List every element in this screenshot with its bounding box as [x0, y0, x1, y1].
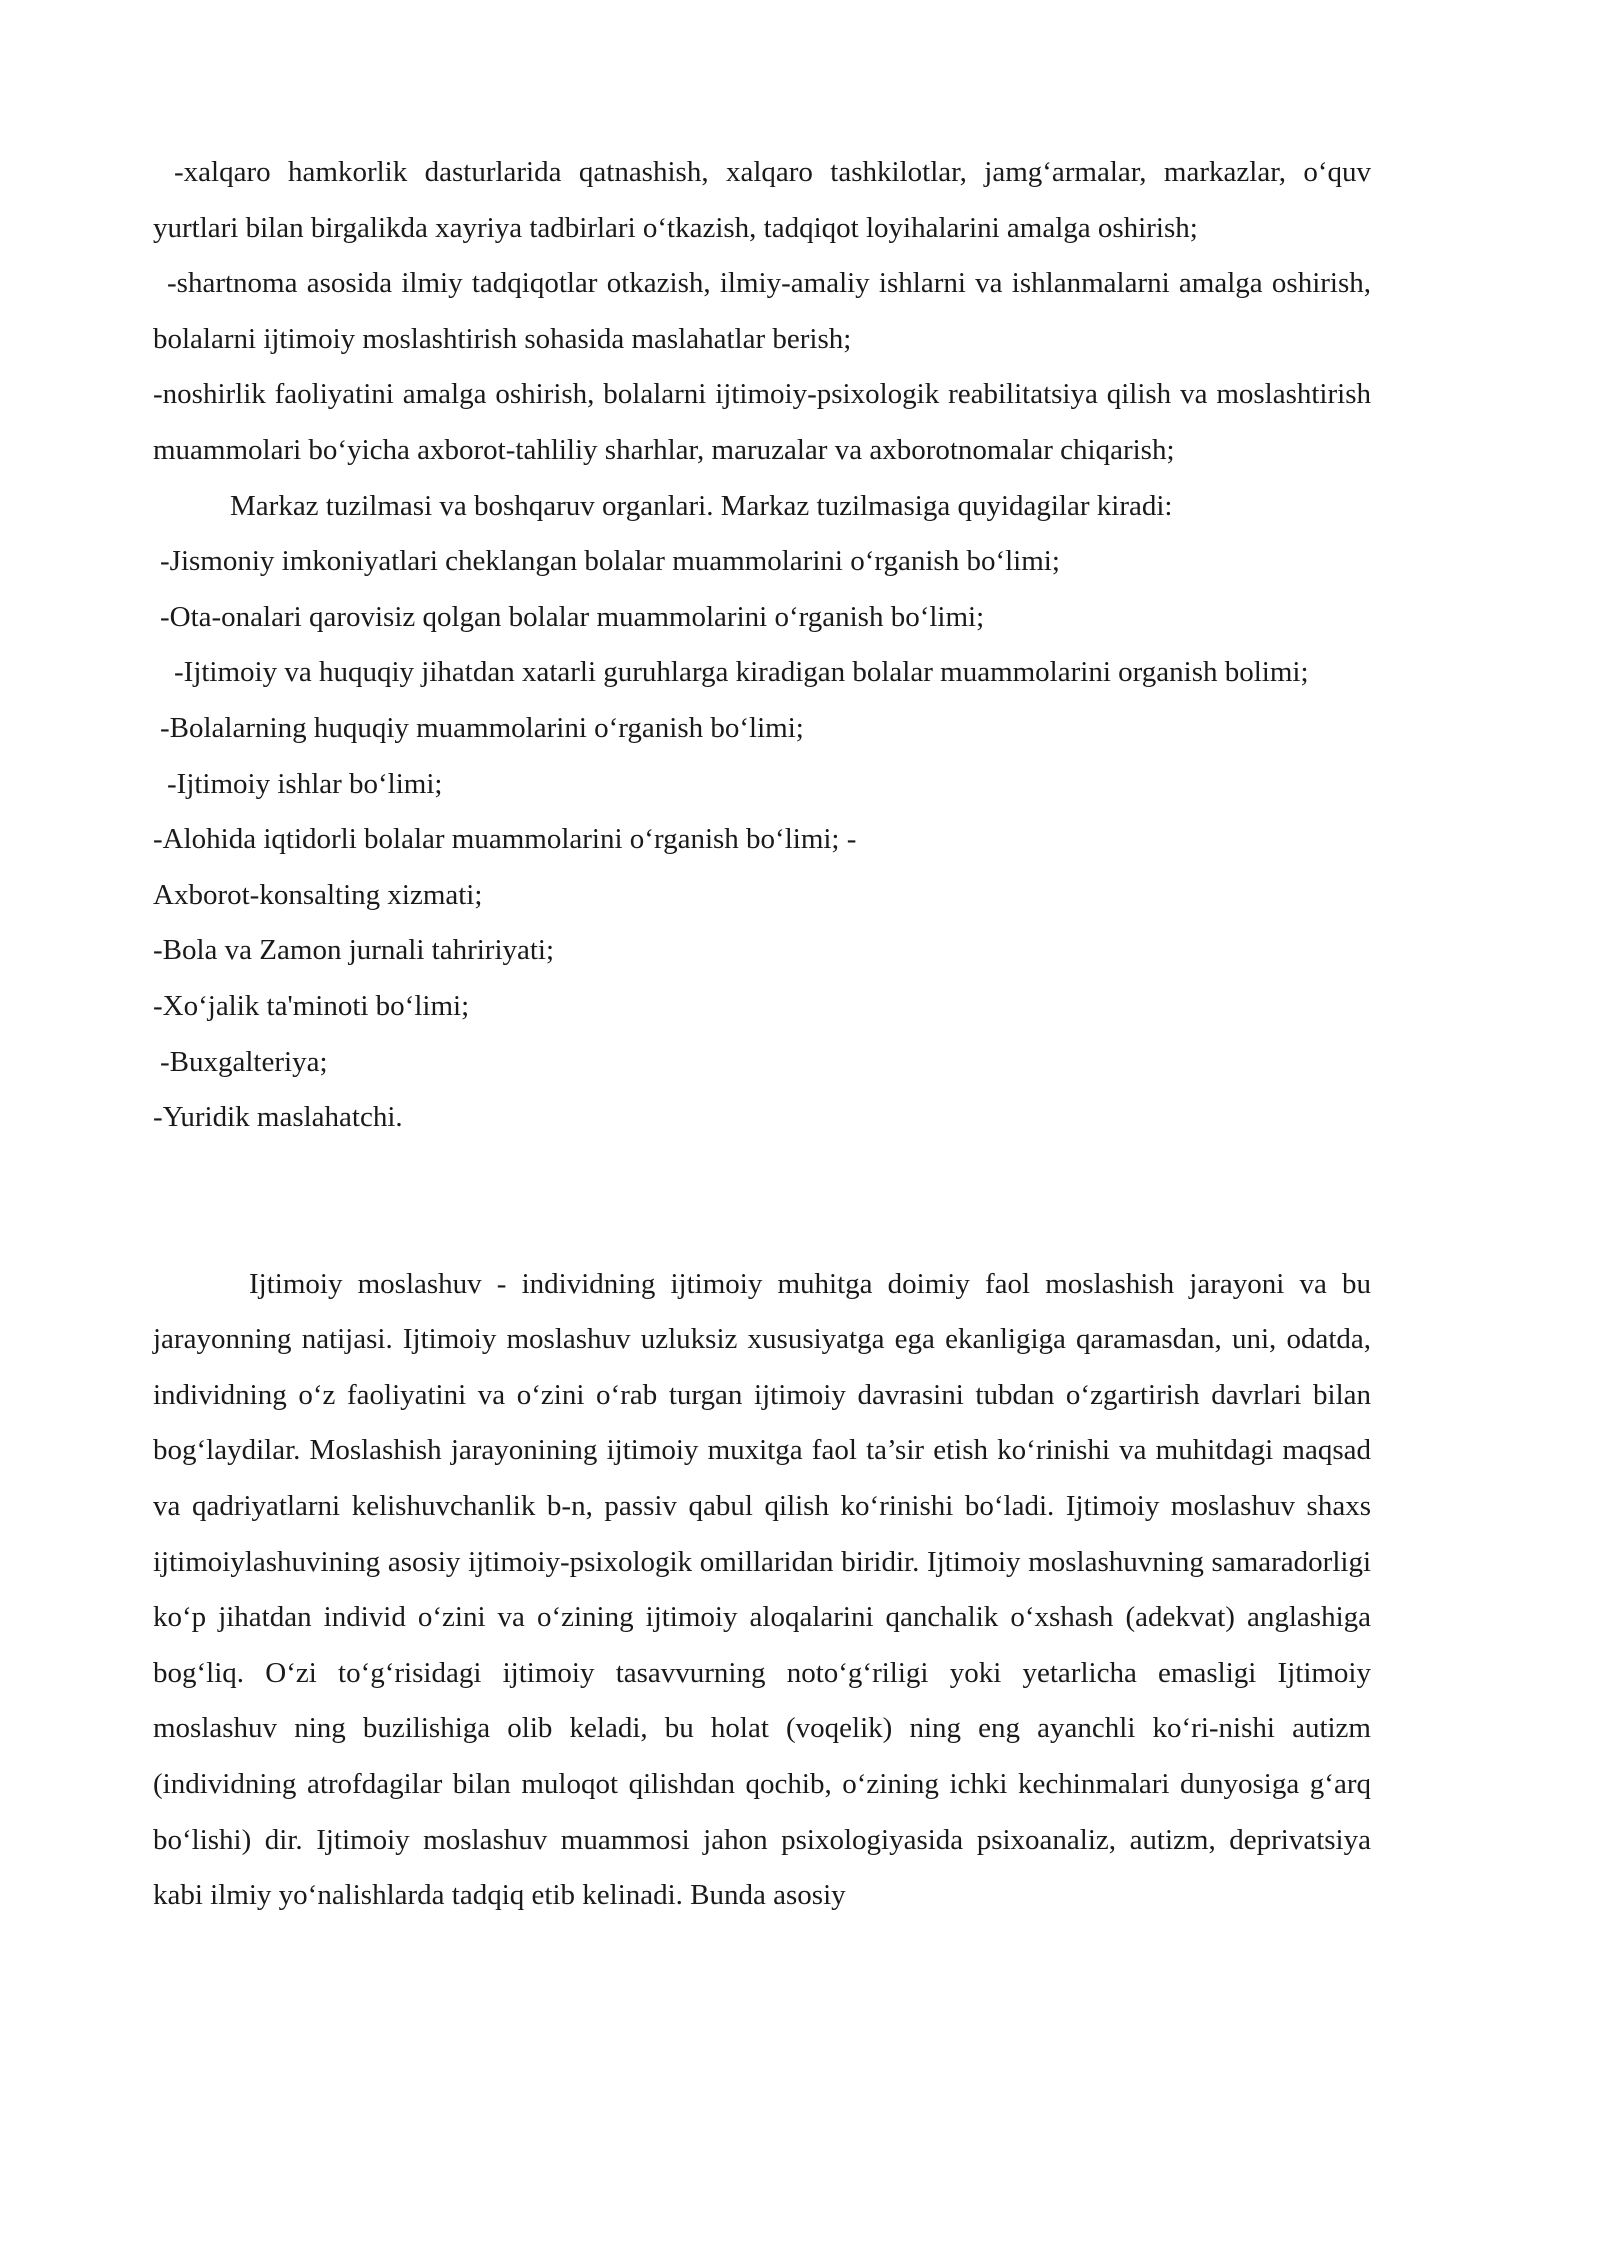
paragraph-contract-research: -shartnoma asosida ilmiy tadqiqotlar otkazish, ilmiy-amaliy ishlarni va ishlanmalarni amalga oshirish, bolalarni ijtimoiy moslashtirish sohasida maslahatlar berish;	[153, 267, 1371, 355]
list-item-accounting: -Buxgalteriya;	[160, 1045, 328, 1078]
paragraph-publishing: -noshirlik faoliyatini amalga oshirish, bolalarni ijtimoiy-psixologik reabilitatsiya qilish va moslashtirish muammolari bo‘yicha axborot-tahliliy sharhlar, maruzalar va axborotnomalar chiqarish;	[153, 378, 1371, 466]
list-item-gifted-children: -Alohida iqtidorli bolalar muammolarini o‘rganish bo‘limi; -	[153, 823, 857, 856]
document-body	[153, 145, 1371, 1924]
paragraph-gap	[153, 1146, 1371, 1257]
paragraph-social-adaptation: Ijtimoiy moslashuv - individning ijtimoiy muhitga doimiy faol moslashish jarayoni va bu jarayonning natijasi. Ijtimoiy moslashuv uzluksiz xususiyatga ega ekanligiga qaramasdan, uni, odatda, individning o‘z faoliyatini va o‘zini o‘rab turgan ijtimoiy davrasini tubdan o‘zgartirish davrlari bilan bog‘laydilar. Moslashish jarayonining ijtimoiy muxitga faol ta’sir etish ko‘rinishi va muhitdagi maqsad va qadriyatlarni kelishuvchanlik b-n, passiv qabul qilish ko‘rinishi bo‘ladi. Ijtimoiy moslashuv shaxs ijtimoiylashuvining asosiy ijtimoiy-psixologik omillaridan biridir. Ijtimoiy moslashuvning samaradorligi ko‘p jihatdan individ o‘zini va o‘zining ijtimoiy aloqalarini qanchalik o‘xshash (adekvat) anglashiga bog‘liq. O‘zi to‘g‘risidagi ijtimoiy tasavvurning noto‘g‘riligi yoki yetarlicha emasligi Ijtimoiy moslashuv ning buzilishiga olib keladi, bu holat (voqelik) ning eng ayanchli ko‘ri-nishi autizm (individning atrofdagilar bilan muloqot qilishdan qochib, o‘zining ichki kechinmalari dunyosiga g‘arq bo‘lishi) dir. Ijtimoiy moslashuv muammosi jahon psixologiyasida psixoanaliz, autizm, deprivatsiya kabi ilmiy yo‘nalishlarda tadqiq etib kelinadi. Bunda asosiy	[153, 1267, 1371, 1912]
list-item-physical-disabilities: -Jismoniy imkoniyatlari cheklangan bolalar muammolarini o‘rganish bo‘limi;	[160, 545, 1060, 578]
list-item-household-supply: -Xo‘jalik ta'minoti bo‘limi;	[153, 989, 470, 1022]
list-item-legal-advisor: -Yuridik maslahatchi.	[153, 1101, 403, 1134]
list-item-journal-editorial: -Bola va Zamon jurnali tahririyati;	[153, 934, 555, 967]
list-item-consulting-service: Axborot-konsalting xizmati;	[153, 878, 483, 911]
paragraph-international-cooperation: -xalqaro hamkorlik dasturlarida qatnashish, xalqaro tashkilotlar, jamg‘armalar, markazlar, o‘quv yurtlari bilan birgalikda xayriya tadbirlari o‘tkazish, tadqiqot loyihalarini amalga oshirish;	[153, 156, 1371, 244]
list-item-risk-groups: -Ijtimoiy va huquqiy jihatdan xatarli guruhlarga kiradigan bolalar muammolarini organish bolimi;	[174, 656, 1309, 689]
list-item-social-work: -Ijtimoiy ishlar bo‘limi;	[167, 767, 443, 800]
paragraph-center-structure: Markaz tuzilmasi va boshqaruv organlari. Markaz tuzilmasiga quyidagilar kiradi:	[230, 489, 1173, 522]
list-item-legal-problems: -Bolalarning huquqiy muammolarini o‘rganish bo‘limi;	[160, 711, 804, 744]
list-item-parentless-children: -Ota-onalari qarovisiz qolgan bolalar muammolarini o‘rganish bo‘limi;	[160, 600, 985, 633]
